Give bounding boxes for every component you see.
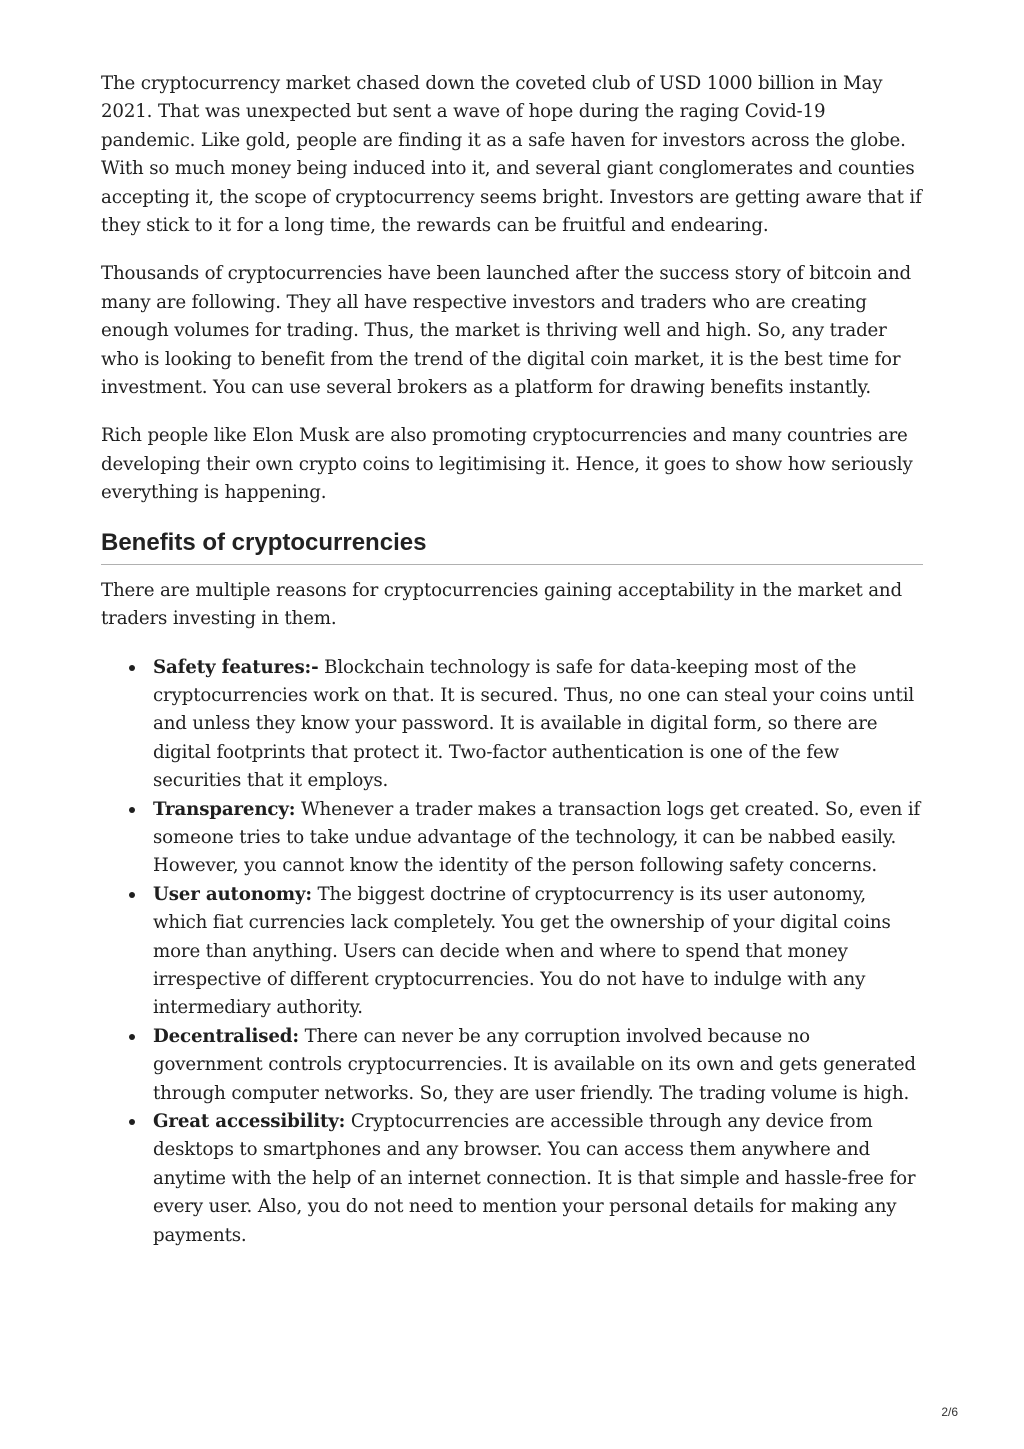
benefit-text: Blockchain technology is safe for data-keeping most of the cryptocurrencies work on that. It is secured. Thus, no one can steal your coins until and unless they know your password. It is available in digital form, so there are digital footprints that protect it. Two-factor authentication is one of the few securities that it employs. — [153, 656, 915, 792]
list-item — [153, 1023, 923, 1108]
list-item — [153, 881, 923, 1023]
bullet-icon — [129, 807, 135, 813]
benefits-list — [101, 654, 923, 1251]
section-intro: There are multiple reasons for cryptocurrencies gaining acceptability in the market and traders investing in them. — [101, 579, 902, 630]
document-page — [101, 70, 923, 1250]
page-number: 2/6 — [941, 1405, 958, 1419]
bullet-icon — [129, 1034, 135, 1040]
benefit-title: Great accessibility: — [153, 1111, 346, 1132]
benefit-title: Decentralised: — [153, 1025, 299, 1047]
bullet-icon — [129, 1119, 135, 1125]
benefit-title: Transparency: — [153, 798, 296, 820]
benefit-text: Cryptocurrencies are accessible through any device from desktops to smartphones and any browser. You can access them anywhere and anytime with the help of an internet connection. It is that simple and hassle-free for every user. Also, you do not need to mention your personal details for making any payments. — [153, 1111, 916, 1246]
bullet-icon — [129, 892, 135, 898]
list-item — [153, 796, 923, 881]
benefit-title: Safety features:- — [153, 656, 319, 678]
paragraph-market: The cryptocurrency market chased down the coveted club of USD 1000 billion in May 2021. That was unexpected but sent a wave of hope during the raging Covid-19 pandemic. Like gold, people are finding it as a safe haven for investors across the globe. With so much money being induced into it, and several giant conglomerates and counties accepting it, the scope of cryptocurrency seems bright. Investors are getting aware that if they stick to it for a long time, the rewards can be fruitful and endearing. — [101, 73, 922, 237]
paragraph-elon-musk: Rich people like Elon Musk are also promoting cryptocurrencies and many countries are developing their own crypto coins to legitimising it. Hence, it goes to show how seriously everything is happening. — [101, 425, 913, 504]
benefit-text: Whenever a trader makes a transaction logs get created. So, even if someone tries to take undue advantage of the technology, it can be nabbed easily. However, you cannot know the identity of the person following safety concerns. — [153, 798, 921, 877]
list-item — [153, 654, 923, 796]
list-item — [153, 1108, 923, 1250]
section-heading: Benefits of cryptocurrencies — [101, 528, 923, 565]
bullet-icon — [129, 665, 135, 671]
benefit-text: There can never be any corruption involved because no government controls cryptocurrencies. It is available on its own and gets generated through computer networks. So, they are user friendly. The trading volume is high. — [153, 1025, 916, 1104]
benefit-title: User autonomy: — [153, 883, 312, 905]
benefit-text: The biggest doctrine of cryptocurrency is its user autonomy, which fiat currencies lack completely. You get the ownership of your digital coins more than anything. Users can decide when and where to spend that money irrespective of different cryptocurrencies. You do not have to indulge with any intermediary authority. — [153, 883, 891, 1019]
paragraph-thousands: Thousands of cryptocurrencies have been launched after the success story of bitcoin and many are following. They all have respective investors and traders who are creating enough volumes for trading. Thus, the market is thriving well and high. So, any trader who is looking to benefit from the trend of the digital coin market, it is the best time for investment. You can use several brokers as a platform for drawing benefits instantly. — [101, 263, 912, 399]
